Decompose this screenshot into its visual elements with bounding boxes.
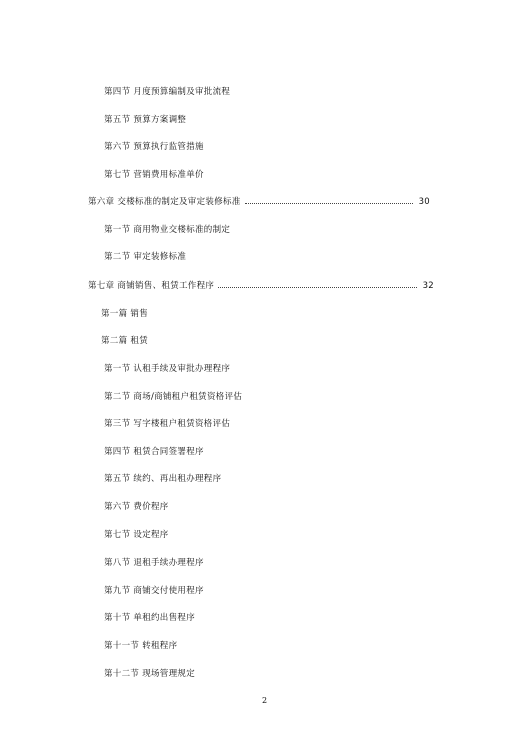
- toc-chapter-page: 30: [418, 197, 430, 207]
- toc-chapter-6[interactable]: [88, 197, 430, 207]
- toc-section-text: 第二节 商场/商铺租户租赁资格评估: [104, 392, 243, 402]
- toc-section-10: [104, 613, 195, 623]
- page-number: 2: [262, 696, 268, 705]
- toc-section-1: [104, 225, 230, 235]
- toc-section-text: 第六节 费价程序: [104, 502, 169, 512]
- dot-leader: [245, 202, 413, 204]
- toc-chapter-text: 第七章 商铺销售、租赁工作程序: [88, 281, 215, 291]
- toc-section-text: 第五节 续约、再出租办理程序: [104, 474, 222, 484]
- toc-section-text: 第四节 月度预算编制及审批流程: [104, 87, 231, 97]
- toc-section-4: [104, 87, 230, 97]
- toc-section-text: 第十节 单租约出售程序: [104, 613, 196, 623]
- toc-section-6: [104, 502, 169, 512]
- toc-section-6: [104, 142, 204, 152]
- toc-section-text: 第三节 写字楼租户租赁资格评估: [104, 419, 231, 429]
- toc-section-8: [104, 558, 204, 568]
- toc-section-11: [104, 641, 177, 651]
- toc-section-3: [104, 419, 230, 429]
- toc-section-1: [104, 364, 230, 374]
- toc-section-2: [104, 252, 186, 262]
- toc-part-text: 第一篇 销售: [101, 309, 149, 319]
- toc-section-text: 第五节 预算方案调整: [104, 115, 187, 125]
- toc-section-text: 第十二节 现场管理规定: [104, 669, 196, 679]
- toc-section-5: [104, 115, 186, 125]
- toc-section-12: [104, 669, 195, 679]
- toc-section-text: 第八节 退租手续办理程序: [104, 558, 204, 568]
- toc-section-7: [104, 170, 204, 180]
- toc-section-text: 第四节 租赁合同签署程序: [104, 447, 204, 457]
- dot-leader: [218, 286, 416, 288]
- toc-part-2: [101, 336, 148, 346]
- toc-section-text: 第七节 营销费用标准单价: [104, 170, 204, 180]
- toc-section-text: 第七节 设定程序: [104, 530, 169, 540]
- toc-section-text: 第二节 审定装修标准: [104, 252, 187, 262]
- toc-part-text: 第二篇 租赁: [101, 336, 149, 346]
- toc-section-text: 第九节 商铺交付使用程序: [104, 586, 204, 596]
- toc-section-4: [104, 447, 204, 457]
- toc-section-7: [104, 530, 169, 540]
- toc-section-text: 第六节 预算执行监管措施: [104, 142, 204, 152]
- toc-chapter-7[interactable]: [88, 281, 434, 291]
- toc-chapter-text: 第六章 交楼标准的制定及审定装修标准: [88, 197, 241, 207]
- toc-section-text: 第一节 商用物业交楼标准的制定: [104, 225, 231, 235]
- toc-section-5: [104, 474, 221, 484]
- toc-section-text: 第十一节 转租程序: [104, 641, 178, 651]
- toc-chapter-page: 32: [422, 281, 434, 291]
- toc-section-2: [104, 392, 242, 402]
- toc-part-1: [101, 309, 148, 319]
- toc-section-text: 第一节 认租手续及审批办理程序: [104, 364, 231, 374]
- toc-section-9: [104, 586, 204, 596]
